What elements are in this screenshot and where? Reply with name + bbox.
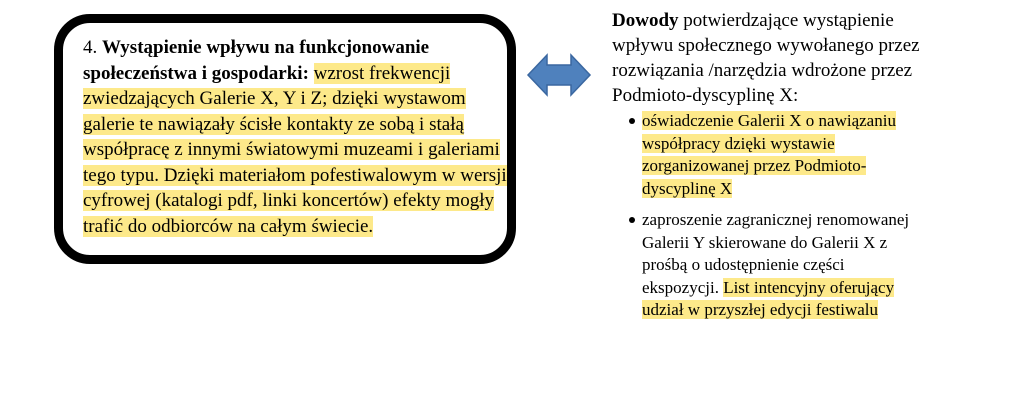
evidence-title-text: potwierdzające wystąpienie wpływu społecznego wywołanego przez rozwiązania /narzędzia wdrożone przez Podmioto-dyscyplinę X: [612,10,920,106]
impact-number: 4. [83,37,98,58]
evidence-title [612,8,952,108]
impact-heading: Wystąpienie wpływu na funkcjonowanie społeczeństwa i gospodarki: [83,37,430,84]
evidence-item-highlight: oświadczenie Galerii X o nawiązaniu współpracy dzięki wystawie zorganizowanej przez Podmioto-dyscyplinę X [642,111,896,198]
evidence-item-text: zaproszenie zagranicznej renomowanej Galerii Y skierowane do Galerii X z prośbą o udostępnienie części ekspozycji. [642,210,910,297]
impact-body: wzrost frekwencji zwiedzających Galerie X, Y i Z; dzięki wystawom galerie te nawiązały ścisłe kontakty ze sobą i stałą współpracę z innymi światowymi muzeami i galeriami tego typu. Dzięki materiałom pofestiwalowym w wersji cyfrowej (katalogi pdf, linki koncertów) efekty mogły trafić do odbiorców na całym świecie. [83,62,507,237]
evidence-item [642,209,912,322]
impact-description [83,35,508,239]
evidence-section [612,8,952,322]
double-arrow-icon [526,52,592,98]
evidence-item-highlight: List intencyjny oferujący udział w przyszłej edycji festiwalu [642,277,895,319]
evidence-title-bold: Dowody [612,10,679,31]
evidence-item [642,110,912,200]
evidence-list [612,110,952,322]
